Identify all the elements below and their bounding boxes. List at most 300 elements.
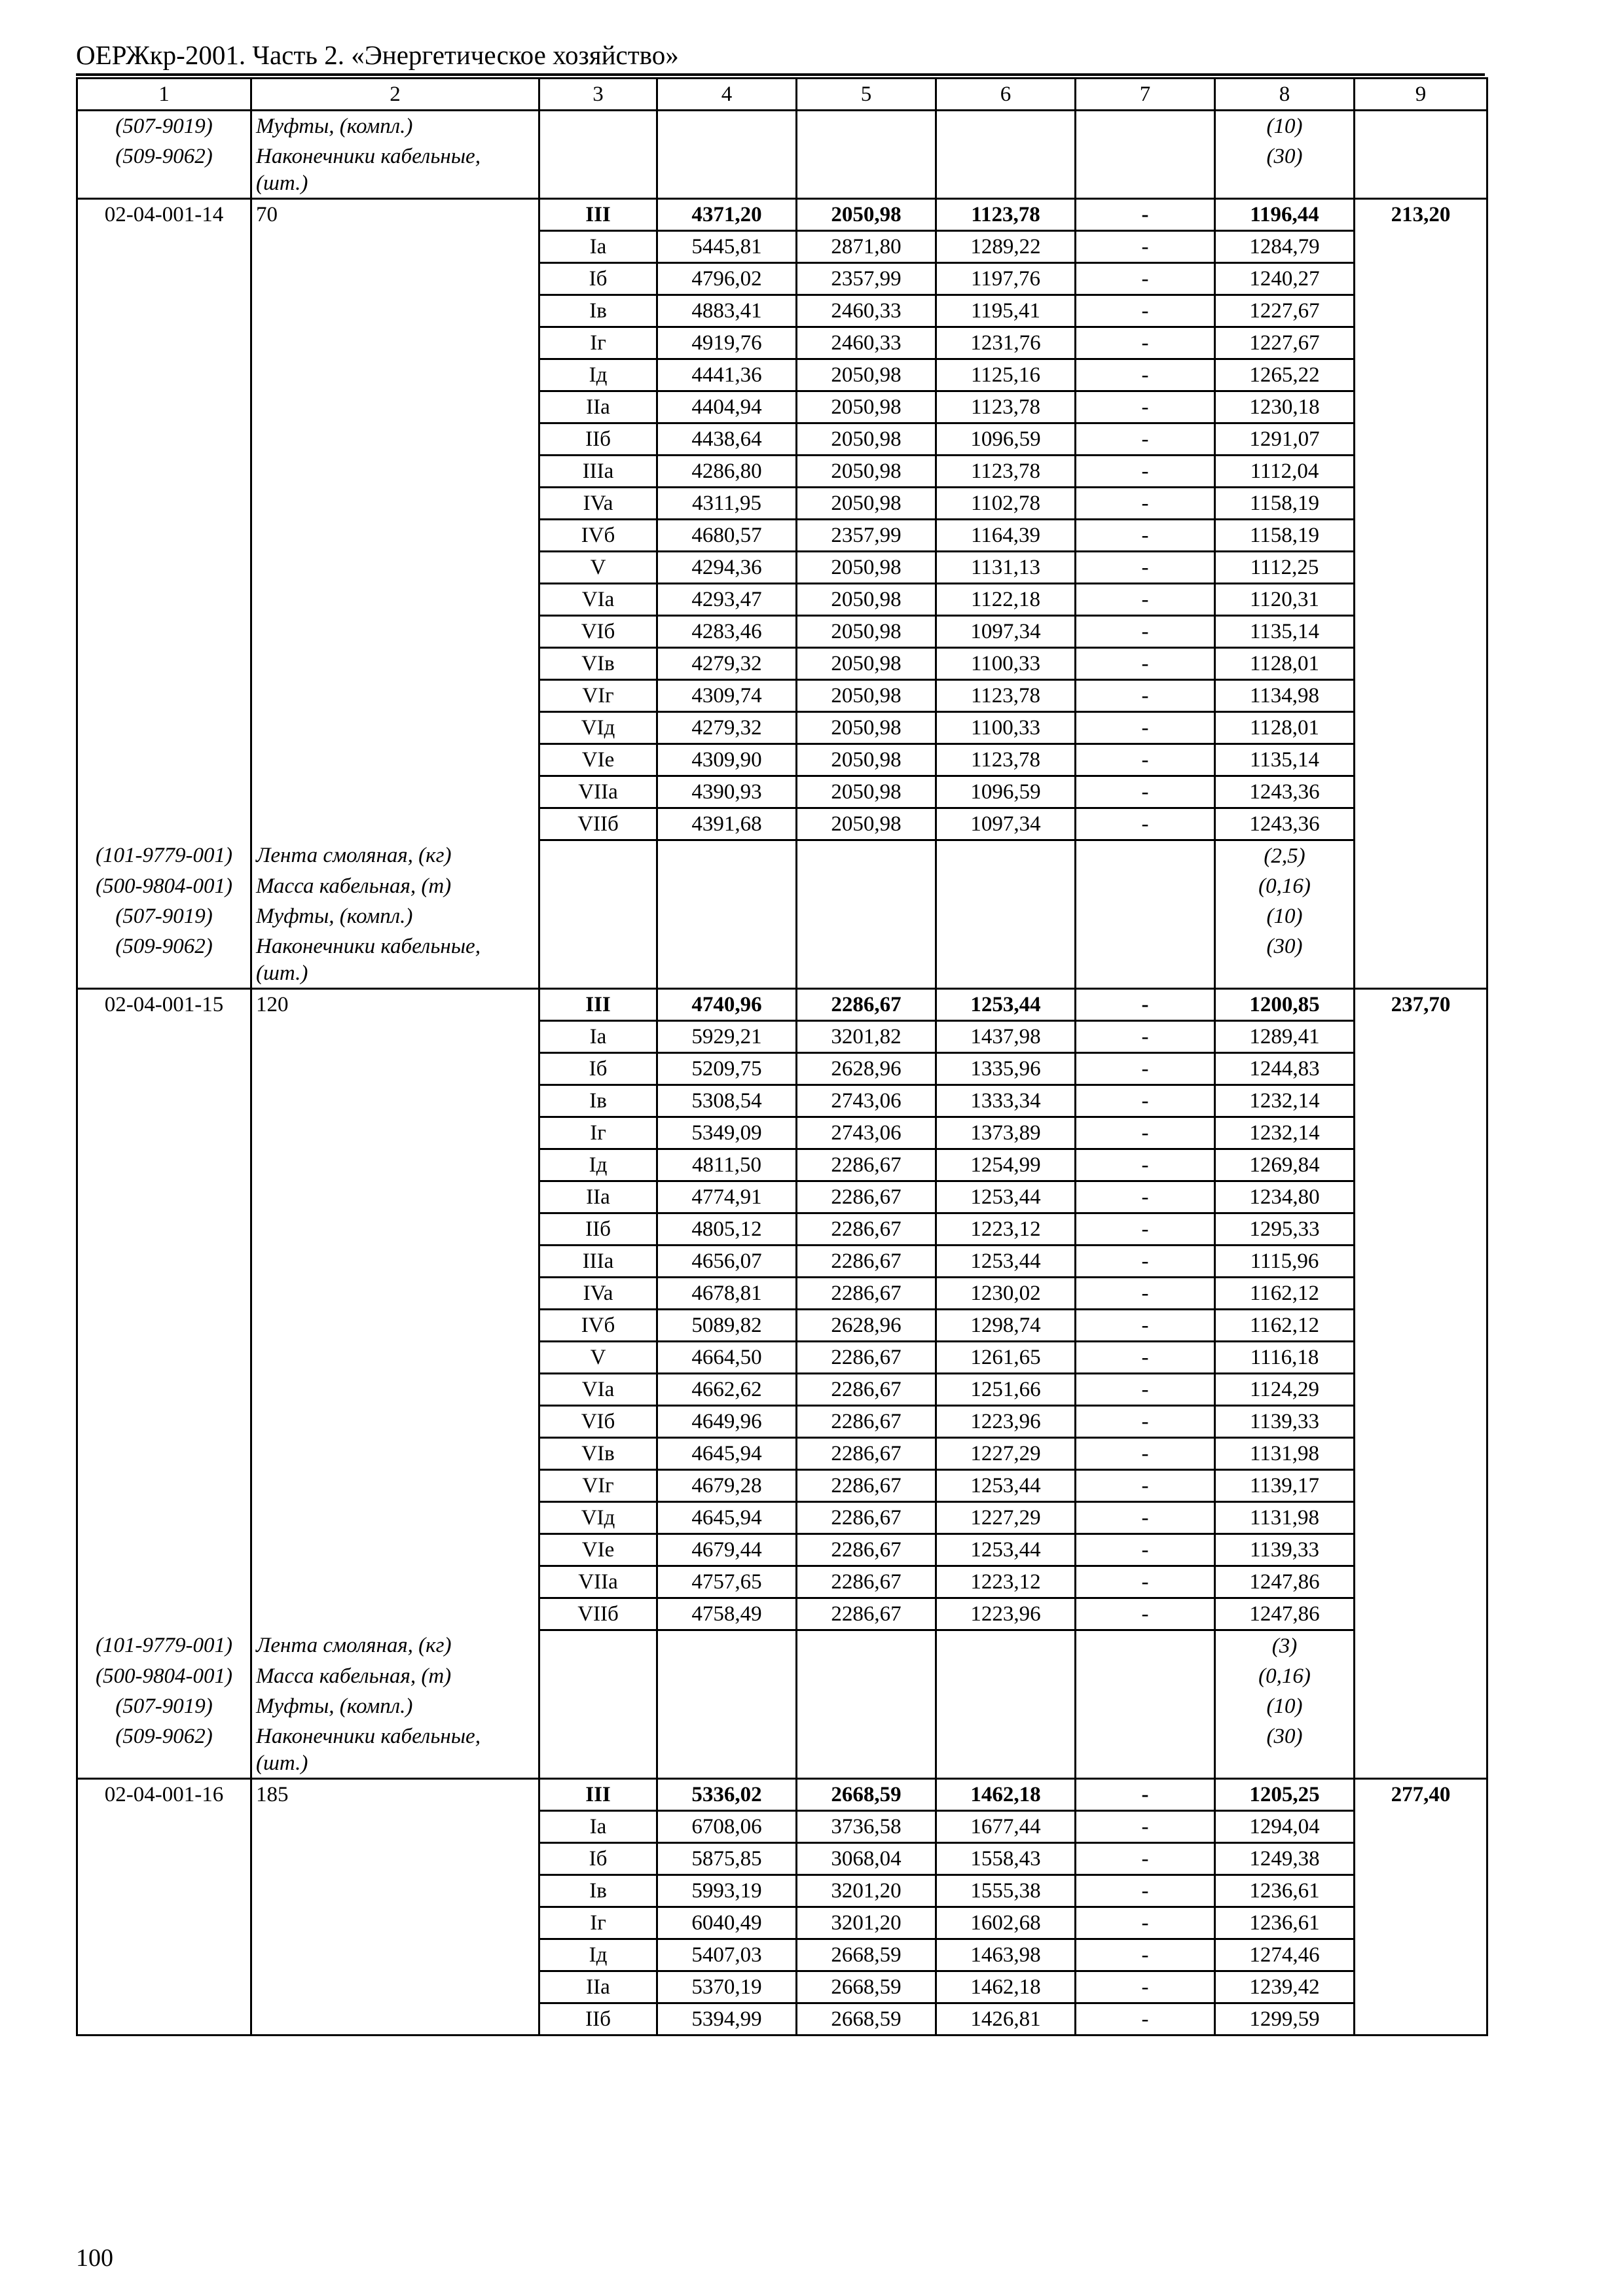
material-cost: 1115,96 xyxy=(1215,1246,1355,1278)
empty-cell xyxy=(251,391,539,423)
driver-cost: - xyxy=(1076,616,1215,648)
driver-cost: - xyxy=(1076,1534,1215,1566)
labor-cost: 2286,67 xyxy=(797,1598,936,1630)
labor-cost: 2357,99 xyxy=(797,520,936,552)
empty-cell xyxy=(657,141,797,171)
total-cost: 4294,36 xyxy=(657,552,797,584)
empty-cell xyxy=(251,327,539,359)
labor-cost: 2286,67 xyxy=(797,1342,936,1374)
empty-cell xyxy=(251,1021,539,1053)
empty-cell xyxy=(1355,1751,1487,1779)
column-number: 4 xyxy=(657,79,797,111)
table-row xyxy=(77,744,1487,776)
table-row xyxy=(77,1374,1487,1406)
material-row xyxy=(77,1691,1487,1721)
driver-cost: - xyxy=(1076,808,1215,840)
labor-cost: 3201,20 xyxy=(797,1875,936,1907)
driver-cost: - xyxy=(1076,1939,1215,1971)
empty-cell xyxy=(251,680,539,712)
empty-cell xyxy=(251,295,539,327)
region-code: IIa xyxy=(539,1971,657,2003)
empty-cell xyxy=(1076,840,1215,872)
empty-cell xyxy=(1355,2003,1487,2036)
empty-cell xyxy=(251,1246,539,1278)
machine-cost: 1253,44 xyxy=(936,1534,1076,1566)
empty-cell xyxy=(77,295,251,327)
empty-cell xyxy=(936,840,1076,872)
empty-cell xyxy=(1076,961,1215,989)
empty-cell xyxy=(1355,141,1487,171)
driver-cost: - xyxy=(1076,1971,1215,2003)
material-row xyxy=(77,931,1487,961)
labor-cost: 2286,67 xyxy=(797,989,936,1021)
labor-cost: 2050,98 xyxy=(797,712,936,744)
cable-section: 70 xyxy=(251,199,539,231)
material-cost: 1134,98 xyxy=(1215,680,1355,712)
table-row xyxy=(77,423,1487,456)
material-cost: 1274,46 xyxy=(1215,1939,1355,1971)
empty-cell xyxy=(251,423,539,456)
material-cost: 1240,27 xyxy=(1215,263,1355,295)
empty-cell xyxy=(251,712,539,744)
table-row xyxy=(77,712,1487,744)
material-code: (509-9062) xyxy=(77,931,251,961)
driver-cost: - xyxy=(1076,1278,1215,1310)
labor-cost: 2286,67 xyxy=(797,1534,936,1566)
machine-cost: 1223,96 xyxy=(936,1406,1076,1438)
empty-cell xyxy=(77,1534,251,1566)
empty-cell xyxy=(797,840,936,872)
empty-cell xyxy=(657,901,797,931)
total-cost: 5209,75 xyxy=(657,1053,797,1085)
empty-cell xyxy=(657,1630,797,1662)
total-cost: 6040,49 xyxy=(657,1907,797,1939)
material-row xyxy=(77,111,1487,142)
material-cost: 1299,59 xyxy=(1215,2003,1355,2036)
labor-cost: 2668,59 xyxy=(797,1939,936,1971)
table-row xyxy=(77,488,1487,520)
labor-cost: 2050,98 xyxy=(797,616,936,648)
empty-cell xyxy=(1355,359,1487,391)
empty-cell xyxy=(1355,1181,1487,1213)
region-code: VIг xyxy=(539,680,657,712)
machine-cost: 1298,74 xyxy=(936,1310,1076,1342)
table-row xyxy=(77,1502,1487,1534)
empty-cell xyxy=(1355,616,1487,648)
region-code: IVб xyxy=(539,1310,657,1342)
empty-cell xyxy=(539,171,657,199)
empty-cell xyxy=(77,1021,251,1053)
machine-cost: 1253,44 xyxy=(936,1246,1076,1278)
empty-cell xyxy=(77,1751,251,1779)
empty-cell xyxy=(77,776,251,808)
material-row xyxy=(77,840,1487,872)
total-cost: 4279,32 xyxy=(657,712,797,744)
driver-cost: - xyxy=(1076,552,1215,584)
empty-cell xyxy=(77,1566,251,1598)
machine-cost: 1602,68 xyxy=(936,1907,1076,1939)
material-name: Муфты, (компл.) xyxy=(251,111,539,142)
total-cost: 4441,36 xyxy=(657,359,797,391)
labor-cost: 2286,67 xyxy=(797,1278,936,1310)
material-qty: (0,16) xyxy=(1215,1661,1355,1691)
labor-cost: 2668,59 xyxy=(797,2003,936,2036)
labor-cost: 2871,80 xyxy=(797,231,936,263)
empty-cell xyxy=(251,1843,539,1875)
material-row-continuation xyxy=(77,961,1487,989)
region-code: VIa xyxy=(539,1374,657,1406)
region-code: VIб xyxy=(539,1406,657,1438)
empty-cell xyxy=(797,931,936,961)
empty-cell xyxy=(657,871,797,901)
labor-cost: 2286,67 xyxy=(797,1566,936,1598)
total-cost: 5394,99 xyxy=(657,2003,797,2036)
empty-cell xyxy=(539,1751,657,1779)
total-cost: 5407,03 xyxy=(657,1939,797,1971)
empty-cell xyxy=(1355,1053,1487,1085)
empty-cell xyxy=(1355,1939,1487,1971)
material-cost: 1200,85 xyxy=(1215,989,1355,1021)
empty-cell xyxy=(251,1117,539,1149)
table-row xyxy=(77,1213,1487,1246)
material-cost: 1131,98 xyxy=(1215,1438,1355,1470)
region-code: VIд xyxy=(539,712,657,744)
region-code: Iг xyxy=(539,1117,657,1149)
labor-cost: 2460,33 xyxy=(797,327,936,359)
machine-cost: 1251,66 xyxy=(936,1374,1076,1406)
driver-cost: - xyxy=(1076,776,1215,808)
driver-cost: - xyxy=(1076,712,1215,744)
labor-cost: 2668,59 xyxy=(797,1971,936,2003)
material-name: Масса кабельная, (т) xyxy=(251,1661,539,1691)
labor-cost: 2050,98 xyxy=(797,199,936,231)
machine-cost: 1335,96 xyxy=(936,1053,1076,1085)
empty-cell xyxy=(77,961,251,989)
material-cost: 1135,14 xyxy=(1215,616,1355,648)
empty-cell xyxy=(251,1374,539,1406)
empty-cell xyxy=(251,1907,539,1939)
total-cost: 4390,93 xyxy=(657,776,797,808)
empty-cell xyxy=(1076,1721,1215,1751)
driver-cost: - xyxy=(1076,456,1215,488)
machine-cost: 1227,29 xyxy=(936,1438,1076,1470)
empty-cell xyxy=(1355,776,1487,808)
machine-cost: 1677,44 xyxy=(936,1811,1076,1843)
material-qty: (30) xyxy=(1215,141,1355,171)
labor-cost: 3736,58 xyxy=(797,1811,936,1843)
empty-cell xyxy=(1355,1149,1487,1181)
empty-cell xyxy=(1076,171,1215,199)
region-code: Ia xyxy=(539,1811,657,1843)
empty-cell xyxy=(77,171,251,199)
total-cost: 4679,28 xyxy=(657,1470,797,1502)
machine-cost: 1555,38 xyxy=(936,1875,1076,1907)
empty-cell xyxy=(1355,1406,1487,1438)
region-code: Iв xyxy=(539,295,657,327)
empty-cell xyxy=(1355,1630,1487,1662)
material-name: Наконечники кабельные, xyxy=(251,141,539,171)
material-cost: 1128,01 xyxy=(1215,712,1355,744)
material-code: (507-9019) xyxy=(77,1691,251,1721)
empty-cell xyxy=(251,263,539,295)
total-cost: 5089,82 xyxy=(657,1310,797,1342)
total-cost: 4309,74 xyxy=(657,680,797,712)
empty-cell xyxy=(657,1721,797,1751)
labor-cost: 2628,96 xyxy=(797,1053,936,1085)
empty-cell xyxy=(1076,1630,1215,1662)
driver-cost: - xyxy=(1076,680,1215,712)
empty-cell xyxy=(251,1566,539,1598)
total-cost: 4311,95 xyxy=(657,488,797,520)
total-cost: 4438,64 xyxy=(657,423,797,456)
material-name-unit: (шт.) xyxy=(251,961,539,989)
material-code: (500-9804-001) xyxy=(77,871,251,901)
material-cost: 1236,61 xyxy=(1215,1907,1355,1939)
empty-cell xyxy=(1355,1374,1487,1406)
machine-cost: 1123,78 xyxy=(936,199,1076,231)
empty-cell xyxy=(77,1907,251,1939)
region-code: Ia xyxy=(539,231,657,263)
driver-cost: - xyxy=(1076,1374,1215,1406)
column-number: 5 xyxy=(797,79,936,111)
material-cost: 1162,12 xyxy=(1215,1278,1355,1310)
empty-cell xyxy=(797,111,936,142)
driver-cost: - xyxy=(1076,1149,1215,1181)
driver-cost: - xyxy=(1076,584,1215,616)
empty-cell xyxy=(251,520,539,552)
machine-cost: 1253,44 xyxy=(936,989,1076,1021)
material-qty: (10) xyxy=(1215,1691,1355,1721)
total-cost: 4645,94 xyxy=(657,1438,797,1470)
empty-cell xyxy=(77,1598,251,1630)
empty-cell xyxy=(251,776,539,808)
empty-cell xyxy=(1355,1310,1487,1342)
machine-cost: 1223,12 xyxy=(936,1213,1076,1246)
rate-code: 02-04-001-14 xyxy=(77,199,251,231)
table-row xyxy=(77,1438,1487,1470)
material-name: Наконечники кабельные, xyxy=(251,931,539,961)
empty-cell xyxy=(1355,1907,1487,1939)
empty-cell xyxy=(1355,648,1487,680)
labor-cost: 2668,59 xyxy=(797,1779,936,1811)
region-code: Iд xyxy=(539,1149,657,1181)
column-number: 6 xyxy=(936,79,1076,111)
material-name: Муфты, (компл.) xyxy=(251,1691,539,1721)
machine-cost: 1100,33 xyxy=(936,648,1076,680)
region-code: VIд xyxy=(539,1502,657,1534)
table-row xyxy=(77,808,1487,840)
material-cost: 1243,36 xyxy=(1215,776,1355,808)
table-row xyxy=(77,989,1487,1021)
empty-cell xyxy=(936,961,1076,989)
empty-cell xyxy=(251,1406,539,1438)
region-code: VIIб xyxy=(539,1598,657,1630)
material-cost: 1124,29 xyxy=(1215,1374,1355,1406)
empty-cell xyxy=(77,423,251,456)
machine-cost: 1230,02 xyxy=(936,1278,1076,1310)
empty-cell xyxy=(657,931,797,961)
empty-cell xyxy=(77,552,251,584)
labor-cost: 2286,67 xyxy=(797,1246,936,1278)
total-cost: 4679,44 xyxy=(657,1534,797,1566)
empty-cell xyxy=(539,1691,657,1721)
empty-cell xyxy=(1355,1278,1487,1310)
empty-cell xyxy=(251,808,539,840)
region-code: Ia xyxy=(539,1021,657,1053)
empty-cell xyxy=(539,840,657,872)
material-qty: (0,16) xyxy=(1215,871,1355,901)
labor-cost: 2357,99 xyxy=(797,263,936,295)
machine-cost: 1231,76 xyxy=(936,327,1076,359)
empty-cell xyxy=(1355,680,1487,712)
material-cost: 1227,67 xyxy=(1215,327,1355,359)
total-cost: 5875,85 xyxy=(657,1843,797,1875)
empty-cell xyxy=(539,901,657,931)
total-cost: 4391,68 xyxy=(657,808,797,840)
region-code: III xyxy=(539,199,657,231)
table-row xyxy=(77,1811,1487,1843)
empty-cell xyxy=(251,231,539,263)
driver-cost: - xyxy=(1076,488,1215,520)
empty-cell xyxy=(1355,584,1487,616)
region-code: IIa xyxy=(539,1181,657,1213)
driver-cost: - xyxy=(1076,1085,1215,1117)
empty-cell xyxy=(1355,1691,1487,1721)
region-code: VIe xyxy=(539,1534,657,1566)
table-row xyxy=(77,616,1487,648)
total-cost: 4371,20 xyxy=(657,199,797,231)
empty-cell xyxy=(77,1843,251,1875)
labor-cost: 2286,67 xyxy=(797,1213,936,1246)
empty-cell xyxy=(251,1502,539,1534)
driver-cost: - xyxy=(1076,1502,1215,1534)
material-code: (507-9019) xyxy=(77,901,251,931)
empty-cell xyxy=(797,1751,936,1779)
driver-cost: - xyxy=(1076,1907,1215,1939)
empty-cell xyxy=(77,456,251,488)
labor-cost: 2050,98 xyxy=(797,808,936,840)
empty-cell xyxy=(77,1246,251,1278)
machine-cost: 1100,33 xyxy=(936,712,1076,744)
material-cost: 1232,14 xyxy=(1215,1117,1355,1149)
region-code: Iб xyxy=(539,1843,657,1875)
empty-cell xyxy=(1076,1661,1215,1691)
labor-cost: 2050,98 xyxy=(797,648,936,680)
empty-cell xyxy=(1355,231,1487,263)
total-cost: 4649,96 xyxy=(657,1406,797,1438)
labor-cost: 2286,67 xyxy=(797,1470,936,1502)
empty-cell xyxy=(1355,111,1487,142)
column-number-row xyxy=(77,79,1487,111)
empty-cell xyxy=(251,359,539,391)
material-row xyxy=(77,1661,1487,1691)
cable-section: 120 xyxy=(251,989,539,1021)
empty-cell xyxy=(77,263,251,295)
empty-cell xyxy=(1355,712,1487,744)
material-cost: 1243,36 xyxy=(1215,808,1355,840)
table-row xyxy=(77,1246,1487,1278)
machine-cost: 1102,78 xyxy=(936,488,1076,520)
empty-cell xyxy=(936,111,1076,142)
empty-cell xyxy=(77,648,251,680)
empty-cell xyxy=(77,1342,251,1374)
empty-cell xyxy=(1355,488,1487,520)
region-code: VIб xyxy=(539,616,657,648)
material-name-unit: (шт.) xyxy=(251,1751,539,1779)
material-cost: 1291,07 xyxy=(1215,423,1355,456)
empty-cell xyxy=(657,1751,797,1779)
total-cost: 4757,65 xyxy=(657,1566,797,1598)
empty-cell xyxy=(936,141,1076,171)
machine-cost: 1123,78 xyxy=(936,391,1076,423)
total-cost: 5993,19 xyxy=(657,1875,797,1907)
table-row xyxy=(77,776,1487,808)
machine-cost: 1125,16 xyxy=(936,359,1076,391)
region-code: Iд xyxy=(539,1939,657,1971)
material-name: Лента смоляная, (кг) xyxy=(251,840,539,872)
material-cost: 1128,01 xyxy=(1215,648,1355,680)
empty-cell xyxy=(1355,295,1487,327)
table-row xyxy=(77,1939,1487,1971)
total-cost: 4680,57 xyxy=(657,520,797,552)
empty-cell xyxy=(539,1661,657,1691)
region-code: IIIa xyxy=(539,1246,657,1278)
region-code: VIв xyxy=(539,1438,657,1470)
machine-cost: 1437,98 xyxy=(936,1021,1076,1053)
labor-cost: 2628,96 xyxy=(797,1310,936,1342)
labor-cost: 2050,98 xyxy=(797,488,936,520)
empty-cell xyxy=(251,1053,539,1085)
region-code: IVб xyxy=(539,520,657,552)
region-code: IIIa xyxy=(539,456,657,488)
material-row xyxy=(77,141,1487,171)
material-code: (509-9062) xyxy=(77,1721,251,1751)
page-header xyxy=(76,38,1485,76)
machine-cost: 1253,44 xyxy=(936,1181,1076,1213)
empty-cell xyxy=(797,1721,936,1751)
machine-cost: 1096,59 xyxy=(936,776,1076,808)
empty-cell xyxy=(936,1661,1076,1691)
machine-cost: 1462,18 xyxy=(936,1971,1076,2003)
region-code: IVa xyxy=(539,488,657,520)
table-row xyxy=(77,552,1487,584)
empty-cell xyxy=(77,1811,251,1843)
table-row xyxy=(77,1534,1487,1566)
empty-cell xyxy=(1355,552,1487,584)
total-cost: 4293,47 xyxy=(657,584,797,616)
empty-cell xyxy=(1076,901,1215,931)
empty-cell xyxy=(77,520,251,552)
region-code: IVa xyxy=(539,1278,657,1310)
region-code: V xyxy=(539,552,657,584)
column-number: 8 xyxy=(1215,79,1355,111)
total-cost: 4283,46 xyxy=(657,616,797,648)
table-row xyxy=(77,1117,1487,1149)
machine-cost: 1261,65 xyxy=(936,1342,1076,1374)
empty-cell xyxy=(936,901,1076,931)
empty-cell xyxy=(251,1939,539,1971)
empty-cell xyxy=(1215,1751,1355,1779)
region-code: III xyxy=(539,1779,657,1811)
labor-cost: 3201,82 xyxy=(797,1021,936,1053)
empty-cell xyxy=(77,1502,251,1534)
empty-cell xyxy=(251,584,539,616)
table-row xyxy=(77,1470,1487,1502)
empty-cell xyxy=(251,1971,539,2003)
empty-cell xyxy=(1355,1566,1487,1598)
driver-cost: - xyxy=(1076,520,1215,552)
rate-code: 02-04-001-16 xyxy=(77,1779,251,1811)
